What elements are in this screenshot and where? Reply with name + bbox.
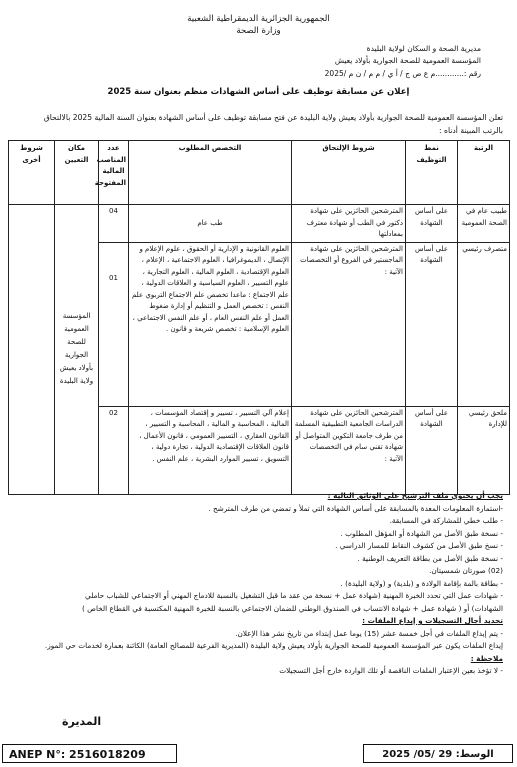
ministry-header: وزارة الصحة — [236, 26, 281, 36]
intro-paragraph — [14, 111, 503, 137]
anep-number: ANEP N°: 2516018209 — [2, 744, 177, 763]
footer-bar — [0, 744, 517, 766]
newspaper-date: الوسط: 29 /05/ 2025 — [363, 744, 513, 763]
republic-header: الجمهورية الجزائرية الديمقراطية الشعبية — [187, 14, 330, 24]
director-signature: المديرة — [62, 715, 102, 728]
intro-line: تعلن المؤسسة العمومية للصحة الجوارية بأولاد يعيش ولاية البليدة عن فتح مسابقة توظيف على أساس الشهادة بعنوان السنة المالية 2025 بالالتحاق — [43, 113, 503, 122]
conditions-cell: المترشحين الحائزين على شهادة الماجستير في الفروع أو التخصصات الآتية : — [292, 242, 406, 406]
note-text: - لا تؤخذ بعين الإعتبار الملفات الناقصة أو تلك الواردة خارج أجل التسجيلات — [279, 666, 503, 675]
count-cell: 01 — [99, 242, 129, 406]
rank-cell: ملحق رئيسي للإدارة — [458, 406, 510, 494]
count-cell: 04 — [99, 205, 129, 243]
document-item: - شهادات عمل التي تحدد الخبرة المهنية (شهادة عمل + نسخة من عقد ما قبل التشغيل بالنسبة للادماج المهني أو الاجتماعي للشباب حاملي — [84, 591, 503, 600]
document-item: - بطاقة بالمة بإقامة الولادة و (بلدية) و (ولاية البليدة) . — [340, 578, 503, 588]
specialty-cell: إعلام آلي التسيير ، تسيير و إقتصاد المؤسسات ، المالية ، المحاسبة و المالية ، المحاسبة و التسيير ، القانون العقاري ، التسيير العمومي ، قانون الأعمال ، قانون العلاقات الإقتصادية الدولية ، تجارة دولية ، التسويق ، تسيير الموارد البشرية ، علم النفس . — [129, 406, 292, 494]
conditions-cell: المترشحين الحائزين على شهادة دكتور في الطب أو شهادة معترف بمعادلتها — [292, 205, 406, 243]
intro-line: بالرتب المبينة أدناه : — [439, 126, 503, 135]
mode-cell: على أساس الشهادة — [406, 205, 458, 243]
conditions-cell: المترشحين الحائزين على شهادة الدراسات الجامعية التطبيقية المسلمة من طرف جامعة التكوين المتواصل أو شهادة تقني سام في التخصصات الآتية : — [292, 406, 406, 494]
rank-cell: طبيب عام في الصحة العمومية — [458, 205, 510, 243]
header-mode: نمط التوظيف — [406, 141, 458, 205]
header-other: شروط أخرى — [9, 141, 55, 205]
document-item: - نسخة طبق الأصل من بطاقة التعريف الوطنية . — [357, 553, 503, 563]
mode-cell: على أساس الشهادة — [406, 242, 458, 406]
note-heading: ملاحظة : — [470, 653, 503, 663]
directorate-line: مديرية الصحة و السكان لولاية البليدة — [366, 44, 481, 53]
count-cell: 02 — [99, 406, 129, 494]
location-cell: المؤسسة العمومية للصحة الجوارية بأولاد يعيش ولاية البليدة — [55, 205, 99, 495]
documents-heading: يجب أن يحتوي ملف الترشيح على الوثائق التالية : — [327, 491, 503, 500]
deadline-item: إيداع الملفات يكون عبر المؤسسة العمومية للصحة الجوارية بأولاد يعيش ولاية البليدة (المديرية الفرعية للمصالح العامة) الكائنة بعمارة لخدمات حي الموز. — [44, 641, 503, 650]
table-row — [9, 205, 510, 243]
document-item: - نسخ طبق الأصل من كشوف النقاط للمسار الدراسي . — [335, 541, 503, 550]
header-specialty: التخصص المطلوب — [129, 141, 292, 205]
reference-number: رقم :............م ع ص ج / أ ي / م م / ن م /2025 — [324, 69, 481, 78]
positions-table — [8, 140, 510, 495]
document-item: - نسخة طبق الأصل من الشهادة أو المؤهل المطلوب . — [340, 528, 503, 538]
header-conditions: شروط الإلتحاق — [292, 141, 406, 205]
header-rank: الرتبة — [458, 141, 510, 205]
document-item: الشهادات) أو ( شهادة عمل + شهادة الانتساب في الصندوق الوطني للضمان الاجتماعي بالنسبة للخبرة المهنية المكتسبة في القطاع الخاص ) — [81, 603, 503, 613]
rank-cell: متصرف رئيسي — [458, 242, 510, 406]
document-item: - طلب خطي للمشاركة في المسابقة. — [389, 516, 503, 525]
table-header-row — [9, 141, 510, 205]
specialty-cell: العلوم القانونية و الإدارية أو الحقوق ، علوم الإعلام و الإتصال ، الديموغرافيا ، العلوم الاجتماعية ، الإعلام ، العلوم الإقتصادية ، العلوم المالية ، العلوم التجارية ، علوم التسيير ، العلوم السياسية و العلاقات الدولية ، علم الاجتماع : ماعدا تخصص علم الاجتماع التربوي علم النفس : تخصص العمل و التنظيم أو إدارة ضغوط العمل أو علم النفس العام ، أو علم النفس الاجتماعي ، العلوم الإسلامية : تخصص شريعة و قانون . — [129, 242, 292, 406]
document-item: -استمارة المعلومات المعدة بالمسابقة على أساس الشهادة التي تملأ و تمضي من طرف المترشح . — [208, 503, 503, 513]
documents-section — [10, 490, 503, 678]
other-conditions-cell — [9, 205, 55, 495]
header-location: مكان التعيين — [55, 141, 99, 205]
header-count: عدد المناصب المالية المفتوحة — [99, 141, 129, 205]
document-item: (02) صورتان شمسيتان. — [429, 566, 503, 575]
deadlines-heading: تحديد أجال التسجيلات و إيداع الملفات : — [362, 616, 503, 625]
specialty-cell: طب عام — [129, 205, 292, 243]
mode-cell: على أساس الشهادة — [406, 406, 458, 494]
institution-line: المؤسسة العمومية للصحة الجوارية بأولاد يعيش — [334, 56, 481, 65]
announcement-title: إعلان عن مسابقة توظيف على أساس الشهادات منظم بعنوان سنة 2025 — [107, 87, 410, 97]
deadline-item: - يتم إيداع الملفات في أجل خمسة عشر (15) يوما عمل إبتداء من تاريخ نشر هذا الإعلان. — [235, 628, 503, 638]
